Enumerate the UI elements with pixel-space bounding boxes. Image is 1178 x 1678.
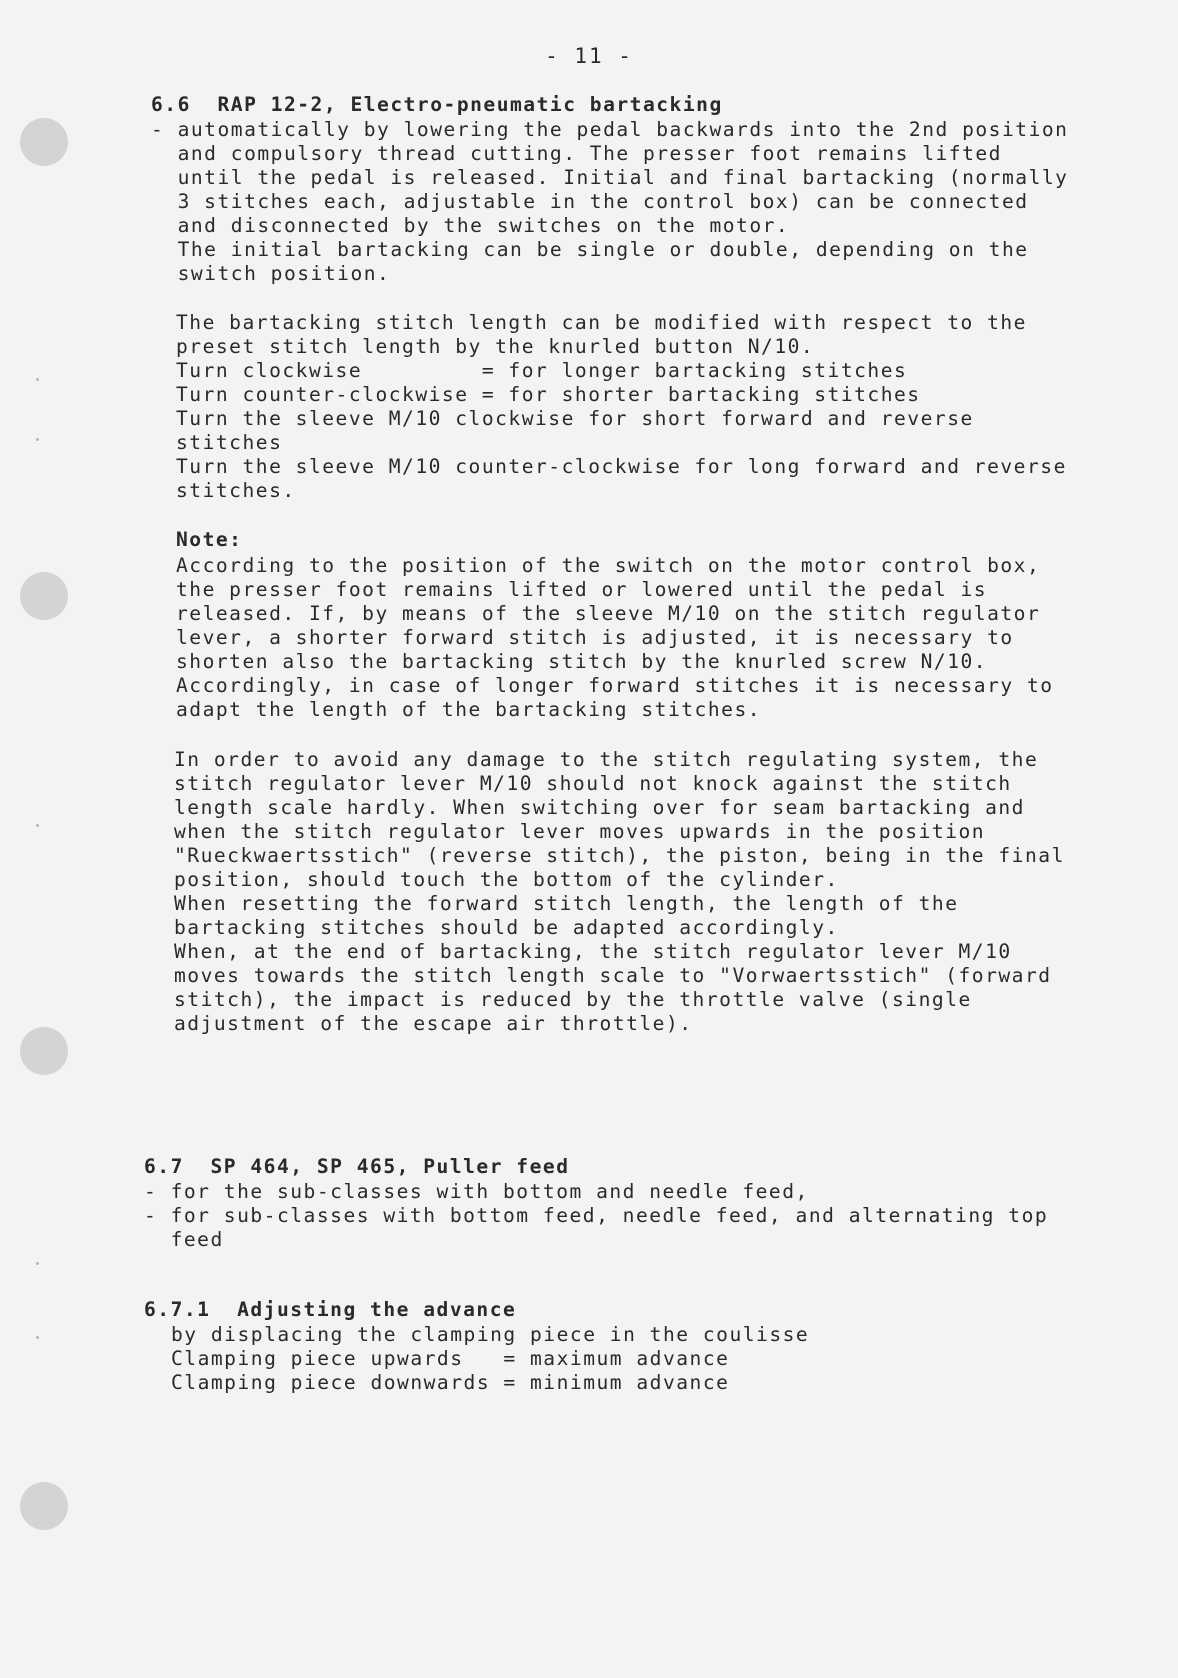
section-6-7-1-heading: 6.7.1 Adjusting the advance <box>144 1298 517 1321</box>
note-heading: Note: <box>176 528 243 551</box>
section-6-7-1-text: by displacing the clamping piece in the coulisse Clamping piece upwards = maximum advance Clamping piece downwards = minimum advance <box>171 1323 810 1394</box>
punch-hole <box>20 1482 68 1530</box>
section-6-6-paragraph-3: In order to avoid any damage to the stitch regulating system, the stitch regulator lever M/10 should not knock against the stitch length scale hardly. When switching over for seam bartacking and when the stitch regulator lever moves upwards in the position "Rueckwaertsstich" (reverse stitch), the piston, being in the final position, should touch the bottom of the cylinder. When resetting the forward stitch length, the length of the bartacking stitches should be adapted accordingly. When, at the end of bartacking, the stitch regulator lever M/10 moves towards the stitch length scale to "Vorwaertsstich" (forward stitch), the impact is reduced by the throttle valve (single adjustment of the escape air throttle). <box>174 748 1065 1035</box>
section-6-6-paragraph-1: - automatically by lowering the pedal backwards into the 2nd position and compulsory thread cutting. The presser foot remains lifted until the pedal is released. Initial and final bartacking (normally 3 stitches each, adjustable in the control box) can be connected and disconnected by the switches on the motor. The initial bartacking can be single or double, depending on the switch position. <box>151 118 1069 285</box>
section-6-7-heading: 6.7 SP 464, SP 465, Puller feed <box>144 1155 570 1178</box>
punch-hole <box>20 118 68 166</box>
punch-hole <box>20 1027 68 1075</box>
page-number: - 11 - <box>545 44 633 68</box>
section-6-7-text: - for the sub-classes with bottom and needle feed, - for sub-classes with bottom feed, needle feed, and alternating top feed <box>144 1180 1049 1251</box>
section-6-6-heading: 6.6 RAP 12-2, Electro-pneumatic bartacking <box>151 93 723 116</box>
punch-hole <box>20 572 68 620</box>
note-text: According to the position of the switch on the motor control box, the presser foot remains lifted or lowered until the pedal is released. If, by means of the sleeve M/10 on the stitch regulator lever, a shorter forward stitch is adjusted, it is necessary to shorten also the bartacking stitch by the knurled screw N/10. Accordingly, in case of longer forward stitches it is necessary to adapt the length of the bartacking stitches. <box>176 554 1054 721</box>
section-6-6-paragraph-2: The bartacking stitch length can be modified with respect to the preset stitch length by the knurled button N/10. Turn clockwise = for longer bartacking stitches Turn counter-clockwise = for shorter bartacking stitches Turn the sleeve M/10 clockwise for short forward and reverse stitches Turn the sleeve M/10 counter-clockwise for long forward and reverse stitches. <box>176 311 1067 502</box>
